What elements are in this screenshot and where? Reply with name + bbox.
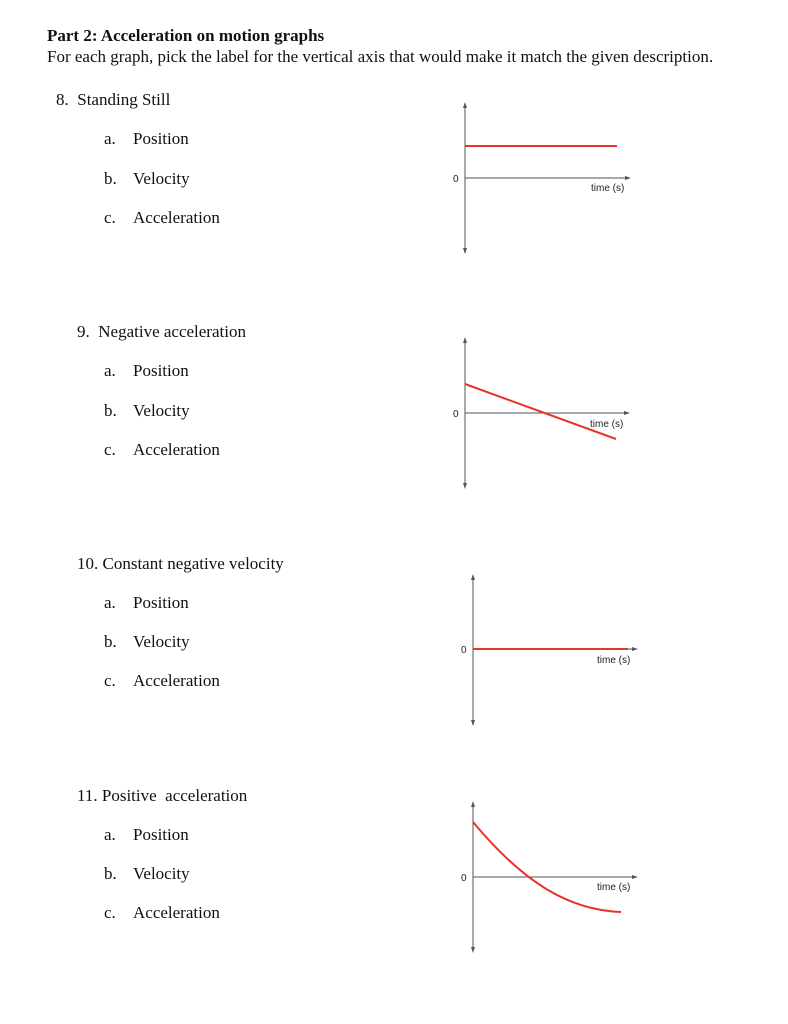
option-label: Velocity <box>133 632 190 651</box>
question-number: 10. <box>77 554 99 573</box>
option-label: Velocity <box>133 864 190 883</box>
option-a[interactable] <box>104 361 189 381</box>
origin-label: 0 <box>461 645 467 656</box>
question-10 <box>0 464 788 696</box>
graph-curve <box>473 822 621 912</box>
option-letter: a. <box>104 825 116 844</box>
question-text: Positive acceleration <box>101 786 248 805</box>
option-label: Position <box>133 825 189 844</box>
question-number: 9. <box>77 322 90 341</box>
part-title: Part 2: Acceleration on motion graphs <box>47 26 325 45</box>
instructions: For each graph, pick the label for the vertical axis that would make it match the given description. <box>47 47 714 66</box>
option-label: Acceleration <box>133 671 220 690</box>
x-axis-arrow <box>632 647 638 651</box>
question-title <box>56 90 170 110</box>
question-11 <box>0 696 788 928</box>
graph-line <box>465 384 616 439</box>
question-text: Standing Still <box>77 90 171 109</box>
y-axis-arrow-up <box>471 574 475 580</box>
origin-label: 0 <box>453 409 459 420</box>
option-letter: c. <box>104 903 116 922</box>
origin-label: 0 <box>453 174 459 185</box>
option-b[interactable] <box>104 864 190 884</box>
option-label: Acceleration <box>133 208 220 227</box>
option-b[interactable] <box>104 169 190 189</box>
y-axis-arrow-up <box>463 102 467 108</box>
option-letter: c. <box>104 440 116 459</box>
y-axis-arrow-down <box>471 947 475 953</box>
question-text: Negative acceleration <box>98 322 246 341</box>
option-label: Acceleration <box>133 440 220 459</box>
x-axis-label: time (s) <box>590 419 624 430</box>
y-axis-arrow-up <box>471 801 475 807</box>
origin-label: 0 <box>461 873 467 884</box>
option-letter: c. <box>104 208 116 227</box>
option-a[interactable] <box>104 593 189 613</box>
option-letter: a. <box>104 593 116 612</box>
motion-graph <box>448 797 648 957</box>
option-c[interactable] <box>104 903 220 923</box>
option-letter: c. <box>104 671 116 690</box>
question-title <box>77 786 247 806</box>
x-axis-label: time (s) <box>591 183 625 194</box>
option-letter: b. <box>104 632 117 651</box>
x-axis-arrow <box>632 875 638 879</box>
question-text: Constant negative velocity <box>102 554 284 573</box>
option-b[interactable] <box>104 632 190 652</box>
option-a[interactable] <box>104 825 189 845</box>
option-label: Acceleration <box>133 903 220 922</box>
option-c[interactable] <box>104 671 220 691</box>
question-number: 11. <box>77 786 98 805</box>
option-label: Velocity <box>133 401 190 420</box>
option-letter: b. <box>104 864 117 883</box>
option-b[interactable] <box>104 401 190 421</box>
option-letter: a. <box>104 361 116 380</box>
x-axis-arrow <box>624 411 630 415</box>
option-letter: a. <box>104 129 116 148</box>
option-label: Position <box>133 593 189 612</box>
question-title <box>77 554 284 574</box>
x-axis-arrow <box>625 176 631 180</box>
option-c[interactable] <box>104 208 220 228</box>
x-axis-label: time (s) <box>597 655 631 666</box>
option-letter: b. <box>104 169 117 188</box>
option-label: Position <box>133 129 189 148</box>
question-8 <box>0 0 788 232</box>
y-axis-arrow-up <box>463 337 467 343</box>
question-9 <box>0 232 788 464</box>
option-label: Position <box>133 361 189 380</box>
question-number: 8. <box>56 90 69 109</box>
option-a[interactable] <box>104 129 189 149</box>
option-letter: b. <box>104 401 117 420</box>
option-label: Velocity <box>133 169 190 188</box>
option-c[interactable] <box>104 440 220 460</box>
x-axis-label: time (s) <box>597 882 631 893</box>
question-title <box>77 322 246 342</box>
